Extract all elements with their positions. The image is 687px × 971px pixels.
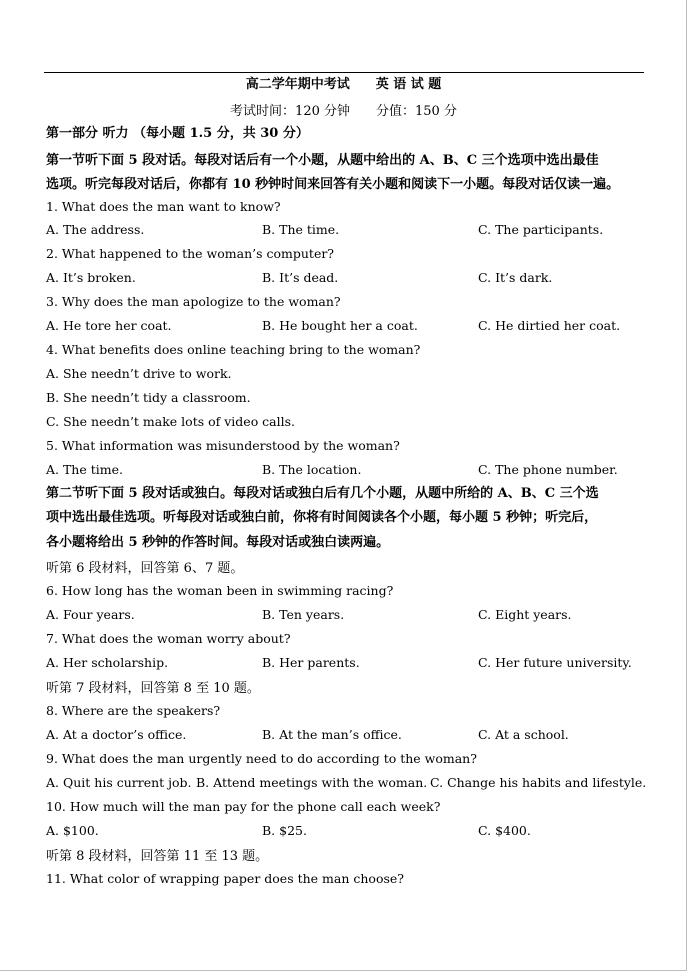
q9-option-b: B. Attend meetings with the woman. bbox=[196, 775, 428, 790]
q2-option-b: B. It’s dead. bbox=[262, 270, 339, 285]
q4-option-a: A. She needn’t drive to work. bbox=[46, 366, 232, 381]
q1-option-c: C. The participants. bbox=[478, 222, 604, 237]
question-8: 8. Where are the speakers? bbox=[46, 703, 221, 718]
q2-option-a: A. It’s broken. bbox=[46, 270, 136, 285]
q8-option-a: A. At a doctor’s office. bbox=[46, 727, 187, 742]
question-1: 1. What does the man want to know? bbox=[46, 199, 281, 214]
exam-subtitle: 考试时间：120 分钟 分值：150 分 bbox=[230, 104, 457, 119]
question-11: 11. What color of wrapping paper does the man choose? bbox=[46, 871, 404, 886]
material-6-note: 听第 6 段材料，回答第 6、7 题。 bbox=[46, 561, 244, 576]
q6-option-c: C. Eight years. bbox=[478, 607, 572, 622]
q8-option-c: C. At a school. bbox=[478, 727, 569, 742]
section2-instructions-line2: 项中选出最佳选项。听每段对话或独白前，你将有时间阅读各个小题，每小题 5 秒钟；听完后， bbox=[46, 510, 598, 525]
header-rule bbox=[44, 72, 644, 73]
q5-option-c: C. The phone number. bbox=[478, 462, 618, 477]
section1-instructions-line2: 选项。听完每段对话后，你都有 10 秒钟时间来回答有关小题和阅读下一小题。每段对话仅读一遍。 bbox=[46, 177, 620, 192]
q9-option-c: C. Change his habits and lifestyle. bbox=[430, 775, 647, 790]
q5-option-b: B. The location. bbox=[262, 462, 362, 477]
q4-option-b: B. She needn’t tidy a classroom. bbox=[46, 390, 251, 405]
question-5: 5. What information was misunderstood by the woman? bbox=[46, 438, 400, 453]
q2-option-c: C. It’s dark. bbox=[478, 270, 553, 285]
q6-option-a: A. Four years. bbox=[46, 607, 135, 622]
material-8-note: 听第 8 段材料，回答第 11 至 13 题。 bbox=[46, 849, 269, 864]
q3-option-a: A. He tore her coat. bbox=[46, 318, 172, 333]
section1-instructions-line1: 第一节听下面 5 段对话。每段对话后有一个小题，从题中给出的 A、B、C 三个选项中选出最佳 bbox=[46, 153, 599, 168]
material-7-note: 听第 7 段材料，回答第 8 至 10 题。 bbox=[46, 681, 260, 696]
section2-instructions-line1: 第二节听下面 5 段对话或独白。每段对话或独白后有几个小题，从题中所给的 A、B、C 三个选 bbox=[46, 486, 599, 501]
q5-option-a: A. The time. bbox=[46, 462, 123, 477]
q3-option-c: C. He dirtied her coat. bbox=[478, 318, 621, 333]
question-6: 6. How long has the woman been in swimming racing? bbox=[46, 583, 394, 598]
question-10: 10. How much will the man pay for the phone call each week? bbox=[46, 799, 441, 814]
question-3: 3. Why does the man apologize to the woman? bbox=[46, 294, 341, 309]
q7-option-c: C. Her future university. bbox=[478, 655, 632, 670]
q1-option-b: B. The time. bbox=[262, 222, 340, 237]
q8-option-b: B. At the man’s office. bbox=[262, 727, 402, 742]
q10-option-c: C. $400. bbox=[478, 823, 531, 838]
section2-instructions-line3: 各小题将给出 5 秒钟的作答时间。每段对话或独白读两遍。 bbox=[46, 535, 390, 550]
q10-option-a: A. $100. bbox=[46, 823, 99, 838]
q1-option-a: A. The address. bbox=[46, 222, 145, 237]
part1-heading: 第一部分 听力 （每小题 1.5 分，共 30 分） bbox=[46, 126, 309, 141]
q6-option-b: B. Ten years. bbox=[262, 607, 345, 622]
exam-title: 高二学年期中考试 英 语 试 题 bbox=[245, 77, 442, 92]
q3-option-b: B. He bought her a coat. bbox=[262, 318, 418, 333]
q9-option-a: A. Quit his current job. bbox=[46, 775, 192, 790]
q7-option-b: B. Her parents. bbox=[262, 655, 360, 670]
q4-option-c: C. She needn’t make lots of video calls. bbox=[46, 414, 296, 429]
question-2: 2. What happened to the woman’s computer? bbox=[46, 246, 335, 261]
question-9: 9. What does the man urgently need to do according to the woman? bbox=[46, 751, 477, 766]
question-7: 7. What does the woman worry about? bbox=[46, 631, 291, 646]
question-4: 4. What benefits does online teaching bring to the woman? bbox=[46, 342, 421, 357]
q7-option-a: A. Her scholarship. bbox=[46, 655, 169, 670]
q10-option-b: B. $25. bbox=[262, 823, 307, 838]
